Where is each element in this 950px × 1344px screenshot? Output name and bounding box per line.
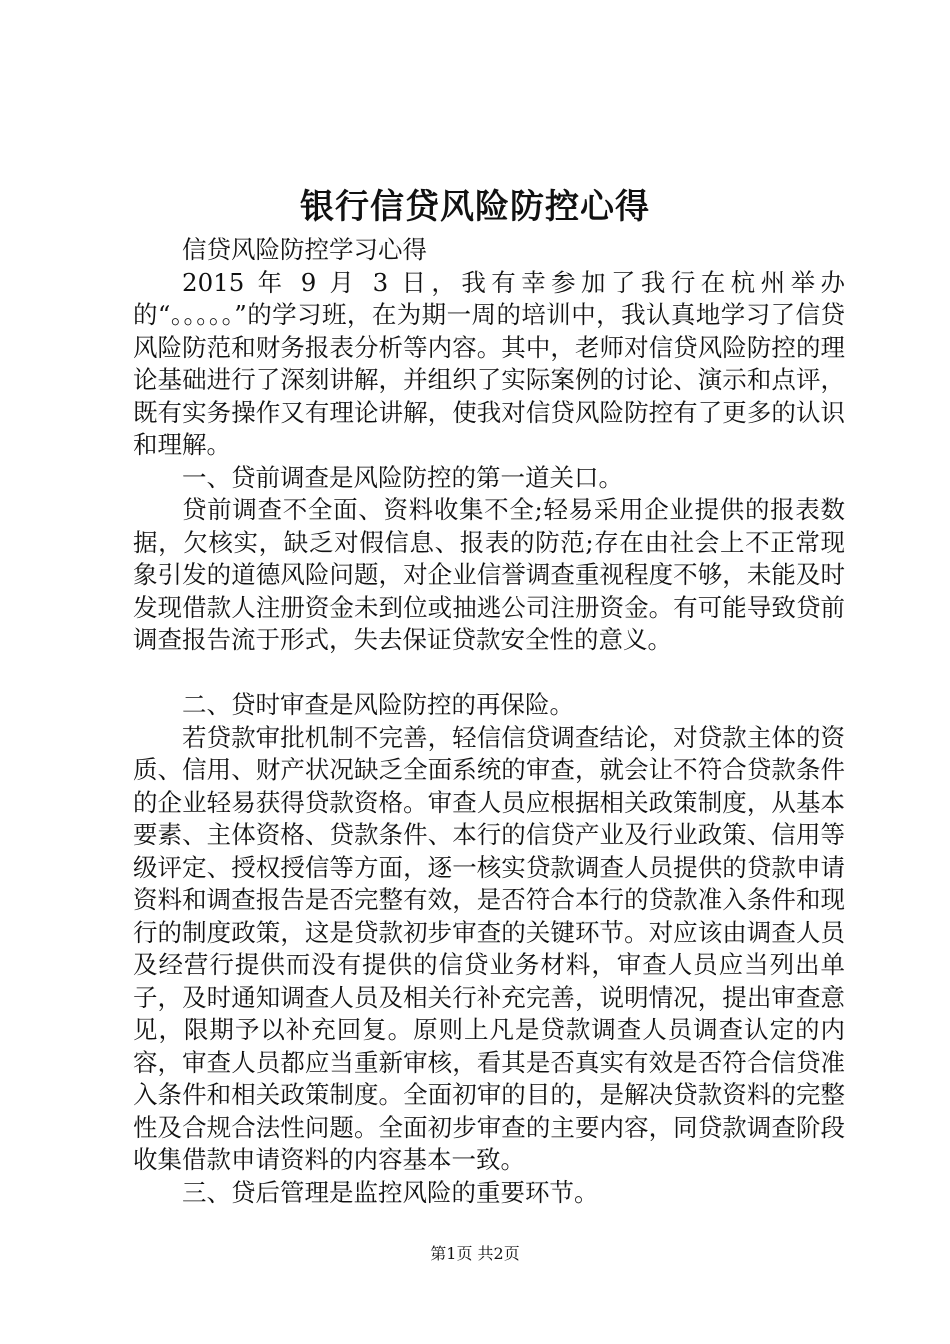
section-heading-1: 一、贷前调查是风险防控的第一道关口。 (182, 462, 623, 492)
paragraph-intro: 2015 年 9 月 3 日，我有幸参加了我行在杭州举办的“。。。。。”的学习班，在为期一周的培训中，我认真地学习了信贷风险防范和财务报表分析等内容。其中，老师对信贷风险防控的理论基础进行了深刻讲解，并组织了实际案例的讨论、演示和点评，既有实务操作又有理论讲解，使我对信贷风险防控有了更多的认识和理解。 (133, 267, 845, 459)
paragraph-section-2: 若贷款审批机制不完善，轻信信贷调查结论，对贷款主体的资质、信用、财产状况缺乏全面系统的审查，就会让不符合贷款条件的企业轻易获得贷款资格。审查人员应根据相关政策制度，从基本要素、主体资格、贷款条件、本行的信贷产业及行业政策、信用等级评定、授权授信等方面，逐一核实贷款调查人员提供的贷款申请资料和调查报告是否完整有效，是否符合本行的贷款准入条件和现行的制度政策，这是贷款初步审查的关键环节。对应该由调查人员及经营行提供而没有提供的信贷业务材料，审查人员应当列出单子，及时通知调查人员及相关行补充完善，说明情况，提出审查意见，限期予以补充回复。原则上凡是贷款调查人员调查认定的内容，审查人员都应当重新审核，看其是否真实有效是否符合信贷准入条件和相关政策制度。全面初审的目的，是解决贷款资料的完整性及合规合法性问题。全面初步审查的主要内容，同贷款调查阶段收集借款申请资料的内容基本一致。 (133, 722, 845, 1174)
paragraph-gap (133, 657, 845, 690)
document-body (133, 234, 845, 1209)
page-footer: 第1页 共2页 (430, 1244, 520, 1263)
paragraph-subtitle: 信贷风险防控学习心得 (182, 235, 427, 264)
paragraph-section-1: 贷前调查不全面、资料收集不全;轻易采用企业提供的报表数据，欠核实，缺乏对假信息、报表的防范;存在由社会上不正常现象引发的道德风险问题，对企业信誉调查重视程度不够，未能及时发现借款人注册资金未到位或抽逃公司注册资金。有可能导致贷前调查报告流于形式，失去保证贷款安全性的意义。 (133, 495, 845, 654)
document-title: 银行信贷风险防控心得 (300, 187, 650, 227)
section-heading-3: 三、贷后管理是监控风险的重要环节。 (182, 1177, 599, 1207)
section-heading-2: 二、贷时审查是风险防控的再保险。 (182, 690, 574, 719)
